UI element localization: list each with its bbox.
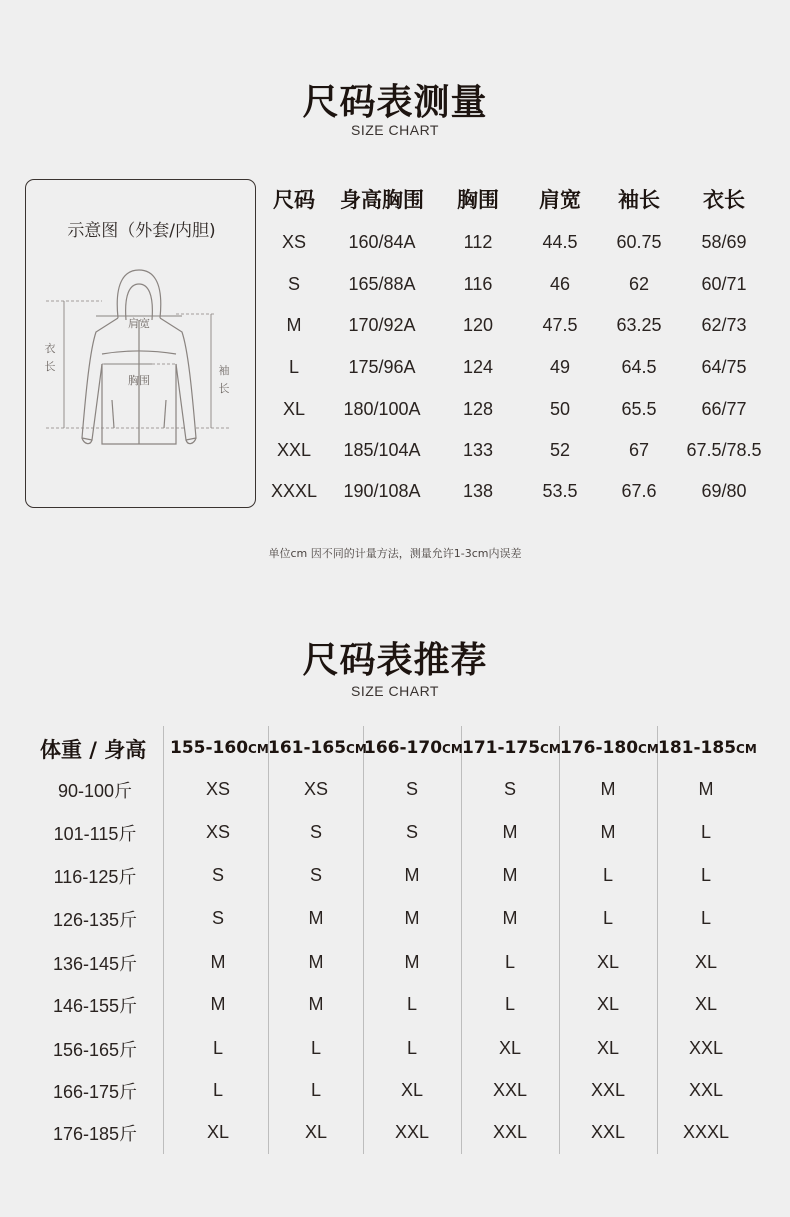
size-table-cell: 138 <box>462 481 494 501</box>
recommended-size-cell: L <box>212 1038 223 1058</box>
label-shoulder: 肩宽 <box>128 317 150 330</box>
height-range: 176-180 <box>560 738 639 758</box>
recommended-size-cell: M <box>502 865 518 885</box>
size-table-cell: 60/71 <box>701 274 747 294</box>
size-table-cell: 69/80 <box>701 481 747 501</box>
recommended-size-cell: XS <box>205 779 230 799</box>
size-table-cell: 190/108A <box>343 481 421 501</box>
size-table-cell: 160/84A <box>348 232 416 252</box>
recommended-size-cell: S <box>211 865 224 885</box>
recommended-size-cell: M <box>502 908 518 928</box>
size-table-cell: 52 <box>549 440 571 460</box>
size-table-cell: 62 <box>628 274 650 294</box>
jacket-diagram-panel <box>25 179 256 508</box>
recommend-title: 尺码表推荐 <box>302 640 488 681</box>
recommended-size-cell: L <box>700 865 711 885</box>
size-table-header-2: 胸围 <box>457 188 499 212</box>
size-table-cell: 67.5/78.5 <box>686 440 762 460</box>
label-sleeve-2: 长 <box>218 382 230 395</box>
recommended-size-cell: L <box>602 908 613 928</box>
recommended-size-cell: M <box>600 779 616 799</box>
recommended-size-cell: S <box>503 779 516 799</box>
size-table-cell: M <box>286 315 302 335</box>
recommended-size-cell: XXL <box>492 1080 528 1100</box>
size-table-cell: 64.5 <box>621 357 657 377</box>
recommended-size-cell: XXXL <box>682 1122 730 1142</box>
size-table-cell: 66/77 <box>701 399 747 419</box>
label-length-1: 衣 <box>44 342 56 355</box>
size-table-cell: 62/73 <box>701 315 747 335</box>
size-table-cell: 175/96A <box>348 357 416 377</box>
size-table-cell: 67.6 <box>621 481 657 501</box>
size-table-cell: XXXL <box>270 481 318 501</box>
size-table-cell: 47.5 <box>542 315 578 335</box>
size-table-cell: 185/104A <box>343 440 421 460</box>
recommended-size-cell: M <box>404 865 420 885</box>
recommended-size-cell: M <box>404 908 420 928</box>
weight-row-label: 156-165斤 <box>52 1040 138 1060</box>
recommended-size-cell: L <box>406 1038 417 1058</box>
size-table-cell: XXL <box>276 440 312 460</box>
recommended-size-cell: L <box>602 865 613 885</box>
weight-row-label: 176-185斤 <box>52 1124 138 1144</box>
recommended-size-cell: M <box>600 822 616 842</box>
label-length-2: 长 <box>44 360 56 373</box>
size-table-cell: S <box>287 274 300 294</box>
recommended-size-cell: XL <box>596 952 620 972</box>
recommended-size-cell: M <box>308 952 324 972</box>
recommended-size-cell: XXL <box>590 1122 626 1142</box>
size-table-cell: 53.5 <box>542 481 578 501</box>
recommended-size-cell: XS <box>303 779 328 799</box>
recommended-size-cell: XXL <box>492 1122 528 1142</box>
recommended-size-cell: L <box>212 1080 223 1100</box>
recommended-size-cell: L <box>700 908 711 928</box>
measurement-note: 单位cm 因不同的计量方法，测量允许1-3cm内误差 <box>268 547 522 560</box>
recommended-size-cell: L <box>504 994 515 1014</box>
height-column-header <box>364 738 463 758</box>
size-table-cell: 128 <box>462 399 494 419</box>
height-range: 155-160 <box>170 738 249 758</box>
recommended-size-cell: M <box>404 952 420 972</box>
size-table-cell: XL <box>282 399 306 419</box>
recommended-size-cell: XXL <box>688 1080 724 1100</box>
recommended-size-cell: S <box>405 822 418 842</box>
size-table-cell: 49 <box>549 357 571 377</box>
weight-row-label: 146-155斤 <box>52 996 138 1016</box>
weight-row-label: 116-125斤 <box>53 867 137 887</box>
recommended-size-cell: XL <box>206 1122 230 1142</box>
size-table-cell: 60.75 <box>616 232 662 252</box>
recommended-size-cell: M <box>210 952 226 972</box>
size-table-header-1: 身高胸围 <box>340 188 424 212</box>
diagram-caption: 示意图（外套/内胆) <box>67 221 216 241</box>
recommended-size-cell: M <box>308 908 324 928</box>
height-unit: CM <box>346 742 367 756</box>
recommended-size-cell: XXL <box>688 1038 724 1058</box>
column-divider <box>163 726 164 1154</box>
row-header-weight-height: 体重 / 身高 <box>40 738 147 762</box>
size-table-cell: 63.25 <box>616 315 662 335</box>
recommended-size-cell: M <box>698 779 714 799</box>
size-table-cell: 58/69 <box>701 232 747 252</box>
height-unit: CM <box>540 742 561 756</box>
recommended-size-cell: L <box>504 952 515 972</box>
size-table-header-3: 肩宽 <box>539 188 581 212</box>
recommended-size-cell: XL <box>498 1038 522 1058</box>
recommended-size-cell: S <box>309 822 322 842</box>
size-table-cell: 64/75 <box>701 357 747 377</box>
weight-row-label: 166-175斤 <box>52 1082 138 1102</box>
size-table-cell: 120 <box>462 315 494 335</box>
size-table-cell: 124 <box>462 357 494 377</box>
recommended-size-cell: XL <box>596 994 620 1014</box>
recommended-size-cell: L <box>310 1038 321 1058</box>
height-range: 166-170 <box>364 738 443 758</box>
recommended-size-cell: M <box>308 994 324 1014</box>
height-column-header <box>462 738 561 758</box>
recommended-size-cell: S <box>405 779 418 799</box>
recommended-size-cell: S <box>309 865 322 885</box>
label-chest: 胸围 <box>128 374 150 387</box>
recommended-size-cell: S <box>211 908 224 928</box>
measure-title: 尺码表测量 <box>302 82 488 123</box>
recommended-size-cell: L <box>700 822 711 842</box>
recommended-size-cell: XL <box>694 952 718 972</box>
measure-subtitle: SIZE CHART <box>351 122 439 138</box>
size-table-header-5: 衣长 <box>703 188 745 212</box>
height-unit: CM <box>248 742 269 756</box>
height-range: 171-175 <box>462 738 541 758</box>
recommend-subtitle: SIZE CHART <box>351 683 439 699</box>
height-range: 161-165 <box>268 738 347 758</box>
size-table-cell: 180/100A <box>343 399 421 419</box>
label-sleeve-1: 袖 <box>218 364 230 377</box>
weight-row-label: 101-115斤 <box>53 824 137 844</box>
height-column-header <box>658 738 757 758</box>
recommended-size-cell: L <box>406 994 417 1014</box>
size-table-cell: 165/88A <box>348 274 416 294</box>
recommended-size-cell: XXL <box>590 1080 626 1100</box>
size-table-cell: 44.5 <box>542 232 578 252</box>
height-unit: CM <box>638 742 659 756</box>
size-table-cell: 65.5 <box>621 399 657 419</box>
height-range: 181-185 <box>658 738 737 758</box>
size-table-cell: 170/92A <box>348 315 416 335</box>
size-table-cell: L <box>288 357 299 377</box>
size-recommendation-table <box>0 726 790 1156</box>
recommended-size-cell: XL <box>400 1080 424 1100</box>
size-table-cell: 116 <box>463 274 493 294</box>
recommended-size-cell: M <box>502 822 518 842</box>
size-table-header-4: 袖长 <box>618 188 660 212</box>
size-table-header-0: 尺码 <box>273 188 315 212</box>
jacket-illustration <box>26 260 257 460</box>
size-table-cell: XS <box>281 232 306 252</box>
height-unit: CM <box>442 742 463 756</box>
size-table-cell: 67 <box>628 440 650 460</box>
recommended-size-cell: XL <box>694 994 718 1014</box>
recommended-size-cell: XS <box>205 822 230 842</box>
recommended-size-cell: L <box>310 1080 321 1100</box>
size-table-cell: 50 <box>549 399 571 419</box>
size-table-cell: 112 <box>463 232 493 252</box>
weight-row-label: 136-145斤 <box>52 954 138 974</box>
size-table-cell: 133 <box>462 440 494 460</box>
size-table-cell: 46 <box>549 274 571 294</box>
height-column-header <box>170 738 269 758</box>
weight-row-label: 90-100斤 <box>57 781 133 801</box>
recommended-size-cell: XXL <box>394 1122 430 1142</box>
recommended-size-cell: M <box>210 994 226 1014</box>
recommended-size-cell: XL <box>596 1038 620 1058</box>
recommended-size-cell: XL <box>304 1122 328 1142</box>
height-column-header <box>268 738 367 758</box>
weight-row-label: 126-135斤 <box>52 910 138 930</box>
height-unit: CM <box>736 742 757 756</box>
height-column-header <box>560 738 659 758</box>
